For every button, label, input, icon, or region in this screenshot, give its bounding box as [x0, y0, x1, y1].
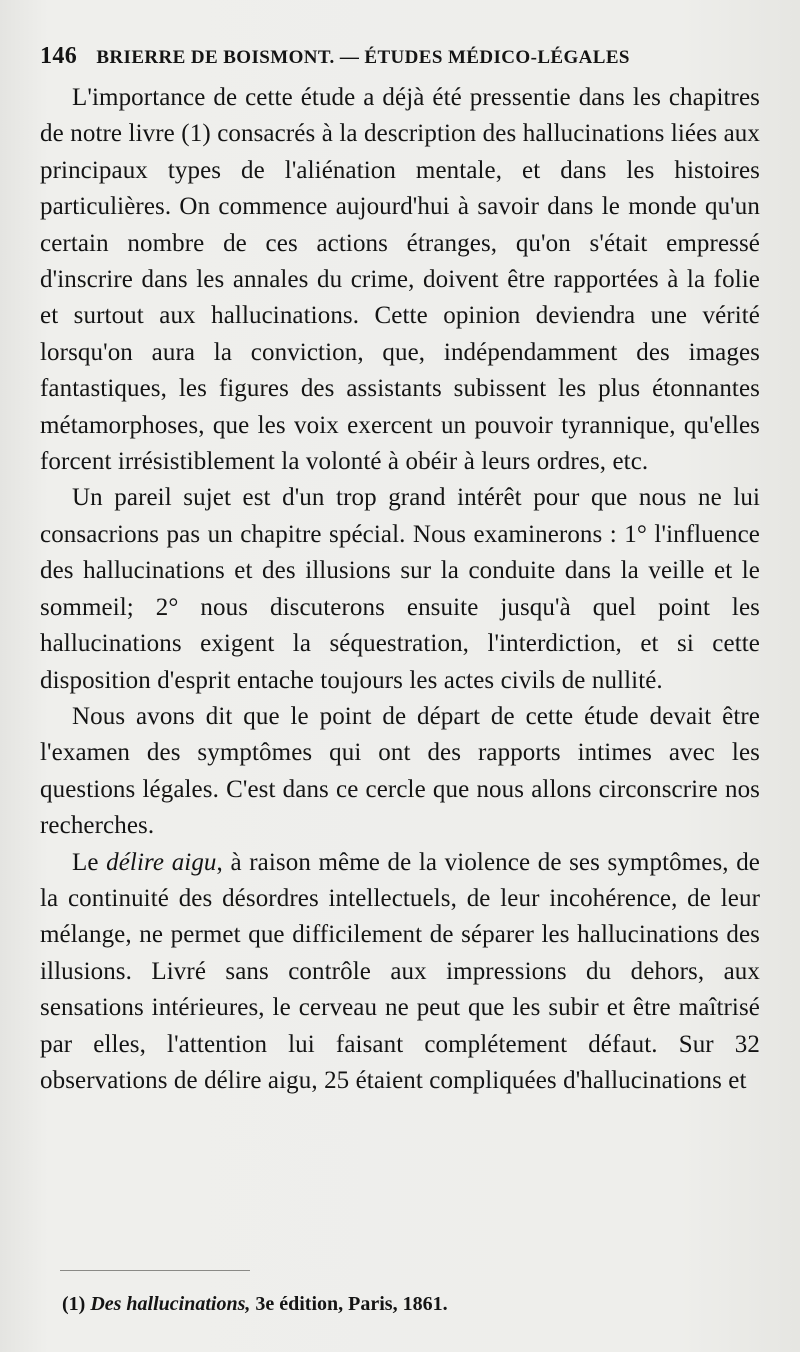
paragraph-point-de-depart: Nous avons dit que le point de départ de cette étude devait être l'examen des symptômes qui ont des rapports intimes avec les questions légales. C'est dans ce cercle que nous allons circonscrire nos recherches. [40, 702, 760, 840]
body-text [40, 80, 760, 1099]
paragraph-delire-aigu-lead: Le [72, 848, 107, 876]
paragraph-sujet: Un pareil sujet est d'un trop grand intérêt pour que nous ne lui consacrions pas un chapitre spécial. Nous examinerons : 1° l'influence des hallucinations et des illusions sur la conduite dans la veille et le sommeil; 2° nous discuterons ensuite jusqu'à quel point les hallucinations exigent la séquestration, l'interdiction, et si cette disposition d'esprit entache toujours les actes civils de nullité. [40, 484, 760, 694]
footnote-marker: (1) [62, 1293, 86, 1315]
paragraph-delire-aigu-text: , à raison même de la violence de ses symptômes, de la continuité des désordres intellectuels, de leur incohérence, de leur mélange, ne permet que difficilement de séparer les hallucinations des illusions. Livré sans contrôle aux impressions du dehors, aux sensations intérieures, le cerveau ne peut que les subir et être maîtrisé par elles, l'attention lui faisant complétement défaut. Sur 32 observations de délire aigu, 25 étaient compliquées d'hallucinations et [40, 848, 761, 1094]
running-head [40, 36, 760, 76]
footnote-title: Des hallucinations, [90, 1293, 251, 1315]
footnote [62, 1290, 448, 1318]
paragraph-importance: L'importance de cette étude a déjà été pressentie dans les chapitres de notre livre (1) consacrés à la description des hallucinations liées aux principaux types de l'aliénation mentale, et dans les histoires particulières. On commence aujourd'hui à savoir dans le monde qu'un certain nombre de ces actions étranges, qu'on s'était empressé d'inscrire dans les annales du crime, doivent être rapportées à la folie et surtout aux hallucinations. Cette opinion deviendra une vérité lorsqu'on aura la conviction, que, indépendamment des images fantastiques, les figures des assistants subissent les plus étonnantes métamorphoses, que les voix exercent un pouvoir tyrannique, qu'elles forcent irrésistiblement la volonté à obéir à leurs ordres, etc. [40, 84, 760, 476]
footnote-text: 3e édition, Paris, 1861. [250, 1293, 448, 1315]
paragraph-delire-aigu [40, 845, 760, 1100]
term-delire-aigu: délire aigu [106, 848, 217, 876]
running-head-title: BRIERRE DE BOISMONT. — ÉTUDES MÉDICO-LÉGALES [96, 47, 630, 68]
page-number: 146 [40, 43, 78, 69]
footnote-rule [60, 1270, 250, 1271]
